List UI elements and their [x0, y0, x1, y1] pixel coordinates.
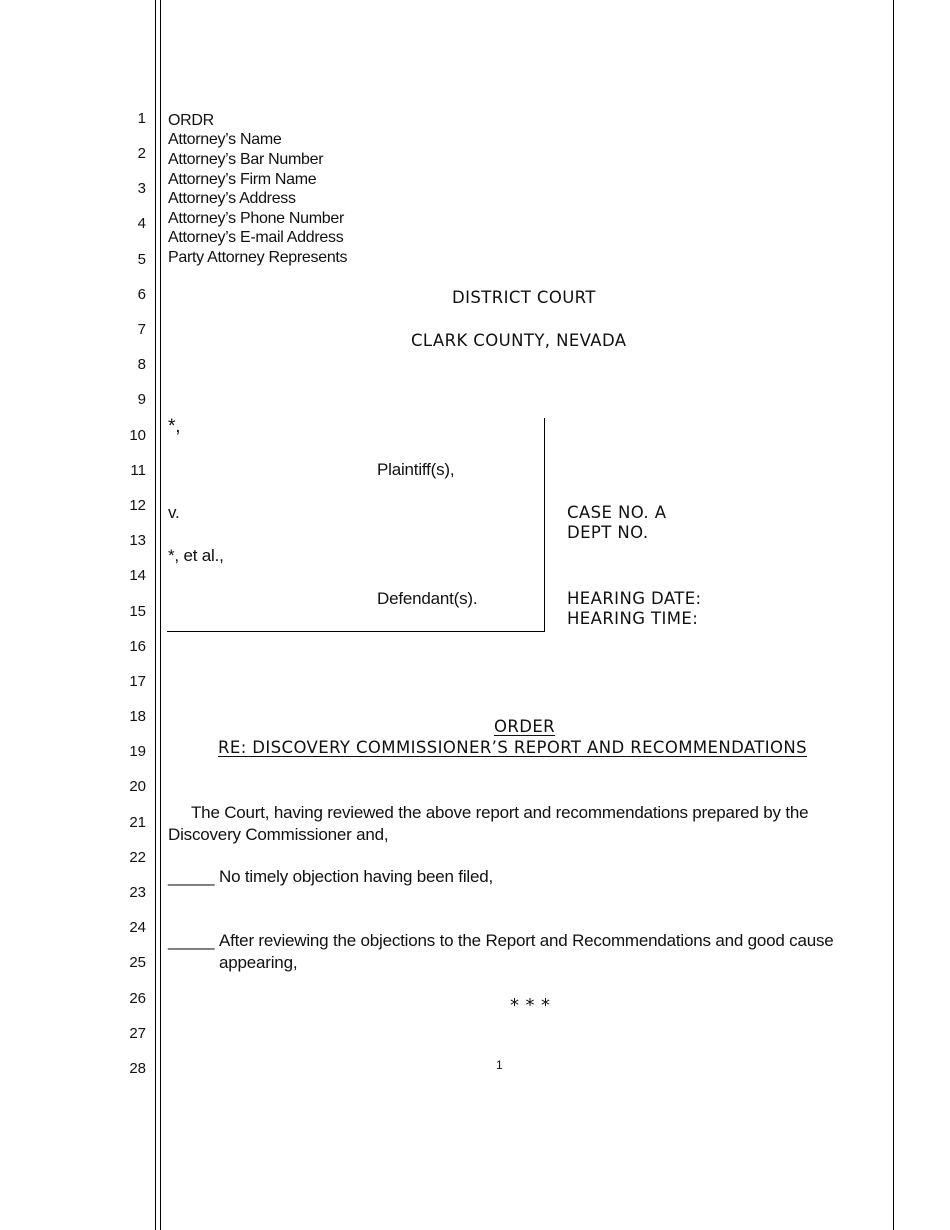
line-number: 14	[129, 567, 146, 584]
line-number: 21	[129, 814, 146, 831]
court-county: CLARK COUNTY, NEVADA	[411, 331, 627, 350]
plaintiff-name: *,	[168, 416, 181, 437]
line-number: 15	[129, 603, 146, 620]
line-number: 1	[137, 110, 146, 127]
line-number: 23	[129, 884, 146, 901]
attorney-address: Attorney’s Address	[168, 190, 296, 207]
line-number: 2	[137, 145, 146, 162]
line-number: 12	[129, 497, 146, 514]
defendant-label: Defendant(s).	[377, 589, 478, 608]
line-number: 13	[129, 532, 146, 549]
intro-paragraph-line-2: Discovery Commissioner and,	[168, 825, 389, 844]
plaintiff-label: Plaintiff(s),	[377, 460, 455, 479]
line-number: 7	[137, 321, 146, 338]
line-number: 24	[129, 919, 146, 936]
line-number: 11	[130, 462, 146, 479]
caption-bottom-rule	[167, 631, 545, 632]
line-number: 19	[129, 743, 146, 760]
attorney-email: Attorney’s E-mail Address	[168, 229, 344, 246]
defendant-name: *, et al.,	[168, 546, 224, 565]
option-2-text-line-1: After reviewing the objections to the Report and Recommendations and good cause	[219, 931, 834, 950]
line-number: 27	[129, 1025, 146, 1042]
page-number: 1	[496, 1058, 503, 1072]
line-number: 26	[129, 990, 146, 1007]
line-number: 16	[129, 638, 146, 655]
option-2-blank: _____	[168, 931, 215, 950]
line-number: 9	[137, 391, 146, 408]
line-number: 18	[129, 708, 146, 725]
line-number: 17	[129, 673, 146, 690]
attorney-firm-name: Attorney’s Firm Name	[168, 171, 317, 188]
order-subtitle: RE: DISCOVERY COMMISSIONER’S REPORT AND RECOMMENDATIONS	[218, 738, 808, 757]
option-1-text: No timely objection having been filed,	[219, 867, 494, 886]
case-number: CASE NO. A	[567, 503, 667, 522]
intro-paragraph-line-1: The Court, having reviewed the above report and recommendations prepared by the	[191, 803, 809, 822]
line-number: 4	[137, 215, 146, 232]
court-name: DISTRICT COURT	[452, 288, 596, 307]
hearing-time: HEARING TIME:	[567, 609, 699, 628]
left-margin-rule-inner	[160, 0, 161, 1230]
line-number: 10	[129, 427, 146, 444]
department-number: DEPT NO.	[567, 523, 649, 542]
attorney-phone: Attorney’s Phone Number	[168, 210, 345, 227]
document-code: ORDR	[168, 112, 214, 129]
line-number: 28	[129, 1060, 146, 1077]
caption-vertical-rule	[544, 418, 545, 631]
attorney-name: Attorney’s Name	[168, 131, 282, 148]
left-margin-rule-outer	[155, 0, 156, 1230]
option-2-text-line-2: appearing,	[219, 953, 298, 972]
line-number: 25	[129, 954, 146, 971]
line-number: 6	[137, 286, 146, 303]
line-number: 22	[129, 849, 146, 866]
option-1-blank: _____	[168, 867, 215, 886]
hearing-date: HEARING DATE:	[567, 589, 702, 608]
line-number: 5	[137, 251, 146, 268]
line-number: 3	[137, 180, 146, 197]
right-margin-rule	[893, 0, 894, 1230]
party-represented: Party Attorney Represents	[168, 249, 348, 266]
line-number: 20	[129, 778, 146, 795]
order-title: ORDER	[494, 717, 556, 736]
attorney-bar-number: Attorney’s Bar Number	[168, 151, 324, 168]
versus: v.	[168, 503, 180, 522]
section-separator: * * *	[510, 995, 551, 1016]
line-number: 8	[137, 356, 146, 373]
